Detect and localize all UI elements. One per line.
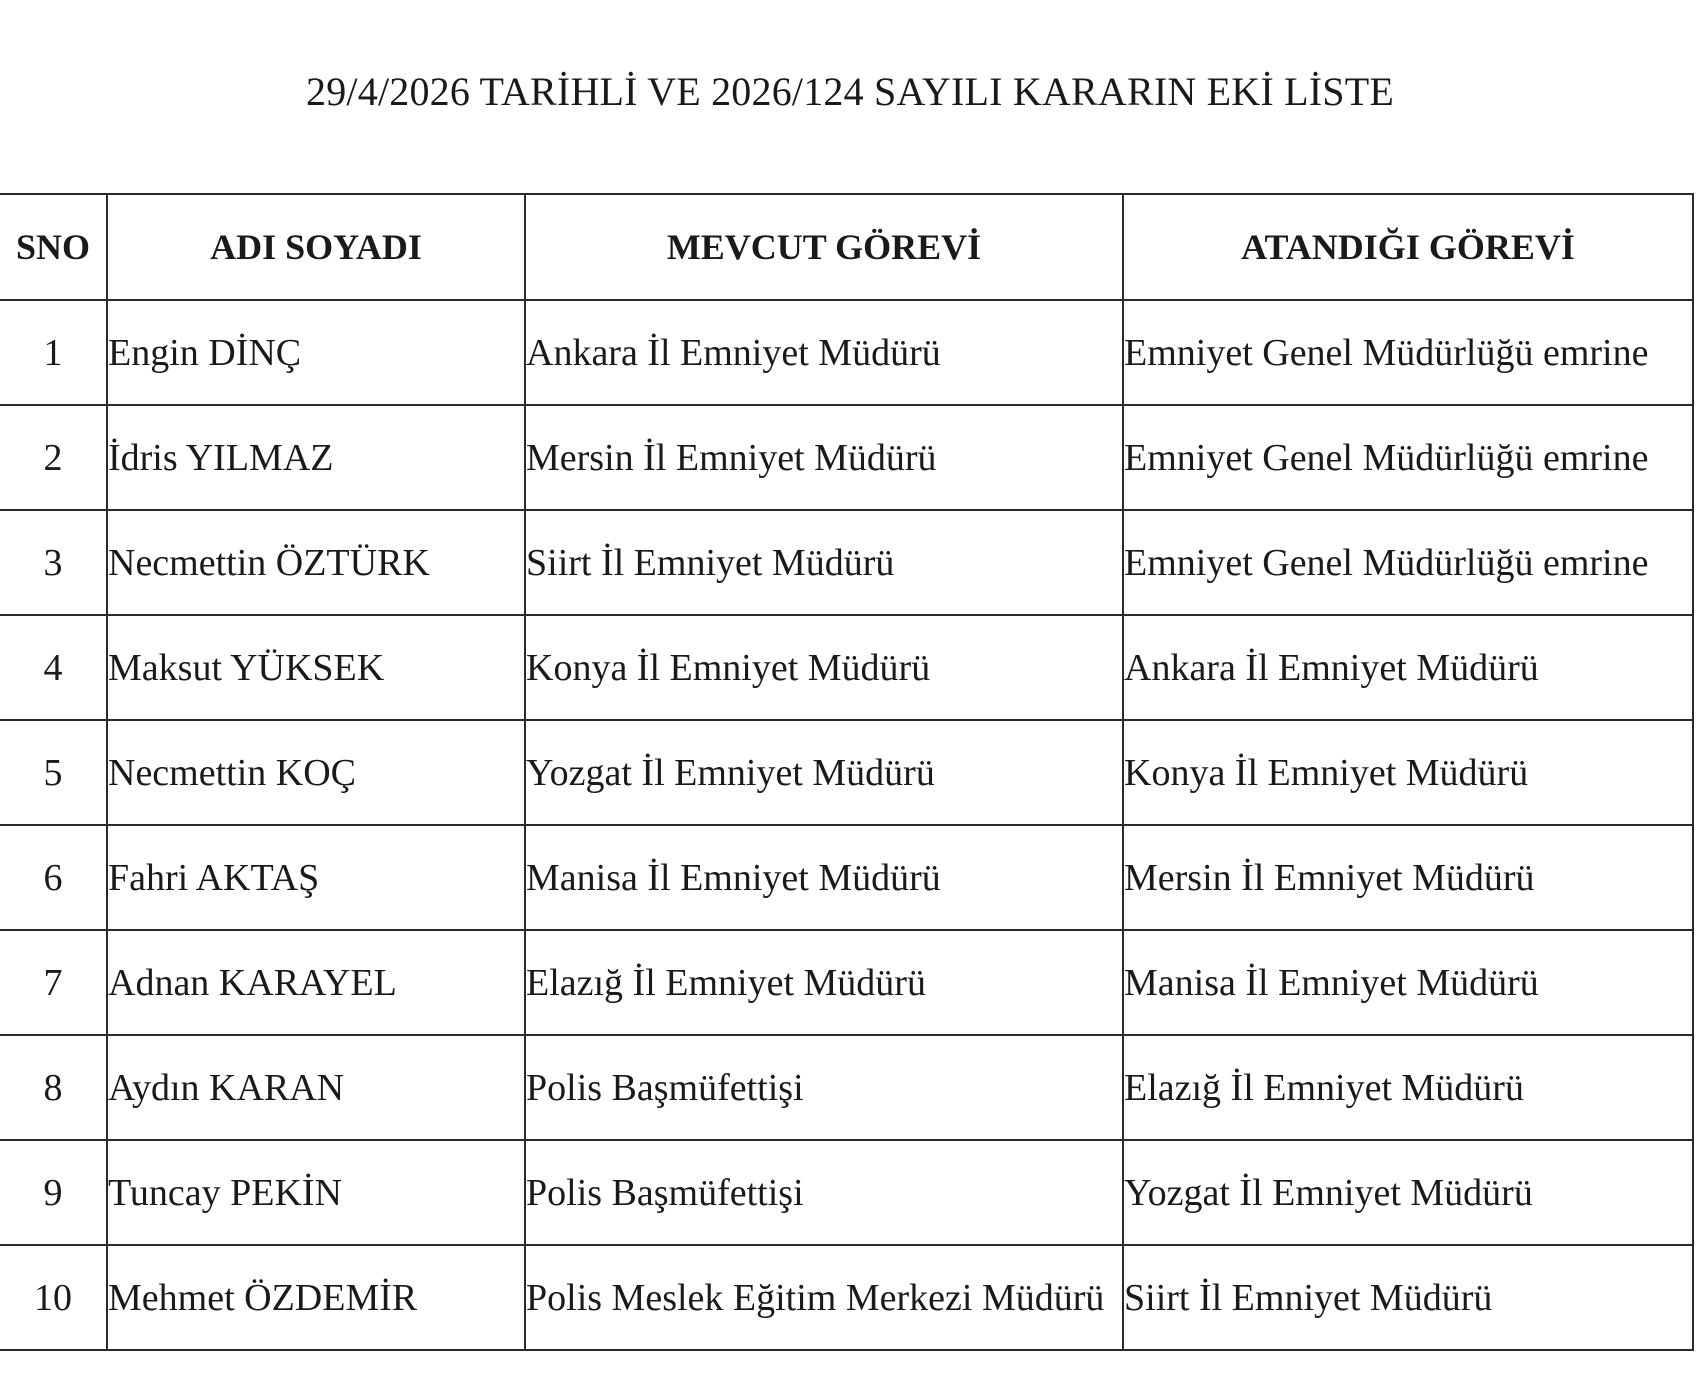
cell-current-position: Polis Başmüfettişi bbox=[525, 1140, 1123, 1245]
cell-current-position: Mersin İl Emniyet Müdürü bbox=[525, 405, 1123, 510]
table-row bbox=[0, 615, 1693, 720]
cell-name: Engin DİNÇ bbox=[107, 300, 525, 405]
table-row bbox=[0, 720, 1693, 825]
column-header-current-position: MEVCUT GÖREVİ bbox=[525, 194, 1123, 300]
cell-name: Fahri AKTAŞ bbox=[107, 825, 525, 930]
cell-current-position: Yozgat İl Emniyet Müdürü bbox=[525, 720, 1123, 825]
column-header-assigned-position: ATANDIĞI GÖREVİ bbox=[1123, 194, 1693, 300]
cell-assigned-position: Emniyet Genel Müdürlüğü emrine bbox=[1123, 405, 1693, 510]
column-header-name: ADI SOYADI bbox=[107, 194, 525, 300]
cell-assigned-position: Yozgat İl Emniyet Müdürü bbox=[1123, 1140, 1693, 1245]
cell-sno: 8 bbox=[0, 1035, 107, 1140]
cell-sno: 6 bbox=[0, 825, 107, 930]
document-title: 29/4/2026 TARİHLİ VE 2026/124 SAYILI KARARIN EKİ LİSTE bbox=[306, 69, 1394, 114]
cell-sno: 3 bbox=[0, 510, 107, 615]
appointment-table bbox=[0, 193, 1694, 1351]
cell-name: Aydın KARAN bbox=[107, 1035, 525, 1140]
cell-assigned-position: Ankara İl Emniyet Müdürü bbox=[1123, 615, 1693, 720]
cell-sno: 9 bbox=[0, 1140, 107, 1245]
cell-sno: 10 bbox=[0, 1245, 107, 1350]
table-row bbox=[0, 825, 1693, 930]
cell-assigned-position: Elazığ İl Emniyet Müdürü bbox=[1123, 1035, 1693, 1140]
cell-current-position: Siirt İl Emniyet Müdürü bbox=[525, 510, 1123, 615]
cell-sno: 2 bbox=[0, 405, 107, 510]
table-row bbox=[0, 405, 1693, 510]
cell-name: Mehmet ÖZDEMİR bbox=[107, 1245, 525, 1350]
cell-current-position: Elazığ İl Emniyet Müdürü bbox=[525, 930, 1123, 1035]
cell-assigned-position: Siirt İl Emniyet Müdürü bbox=[1123, 1245, 1693, 1350]
cell-assigned-position: Mersin İl Emniyet Müdürü bbox=[1123, 825, 1693, 930]
cell-assigned-position: Emniyet Genel Müdürlüğü emrine bbox=[1123, 300, 1693, 405]
cell-sno: 4 bbox=[0, 615, 107, 720]
table-row bbox=[0, 1140, 1693, 1245]
cell-name: Maksut YÜKSEK bbox=[107, 615, 525, 720]
cell-name: Necmettin ÖZTÜRK bbox=[107, 510, 525, 615]
cell-name: İdris YILMAZ bbox=[107, 405, 525, 510]
column-header-sno: SNO bbox=[0, 194, 107, 300]
cell-current-position: Manisa İl Emniyet Müdürü bbox=[525, 825, 1123, 930]
cell-current-position: Ankara İl Emniyet Müdürü bbox=[525, 300, 1123, 405]
table-row bbox=[0, 1035, 1693, 1140]
table-row bbox=[0, 930, 1693, 1035]
cell-assigned-position: Emniyet Genel Müdürlüğü emrine bbox=[1123, 510, 1693, 615]
table-row bbox=[0, 300, 1693, 405]
cell-assigned-position: Manisa İl Emniyet Müdürü bbox=[1123, 930, 1693, 1035]
table-row bbox=[0, 510, 1693, 615]
cell-sno: 7 bbox=[0, 930, 107, 1035]
cell-current-position: Konya İl Emniyet Müdürü bbox=[525, 615, 1123, 720]
cell-current-position: Polis Meslek Eğitim Merkezi Müdürü bbox=[525, 1245, 1123, 1350]
cell-sno: 1 bbox=[0, 300, 107, 405]
cell-name: Necmettin KOÇ bbox=[107, 720, 525, 825]
table-header-row bbox=[0, 194, 1693, 300]
cell-current-position: Polis Başmüfettişi bbox=[525, 1035, 1123, 1140]
cell-sno: 5 bbox=[0, 720, 107, 825]
cell-name: Tuncay PEKİN bbox=[107, 1140, 525, 1245]
cell-assigned-position: Konya İl Emniyet Müdürü bbox=[1123, 720, 1693, 825]
table-row bbox=[0, 1245, 1693, 1350]
cell-name: Adnan KARAYEL bbox=[107, 930, 525, 1035]
